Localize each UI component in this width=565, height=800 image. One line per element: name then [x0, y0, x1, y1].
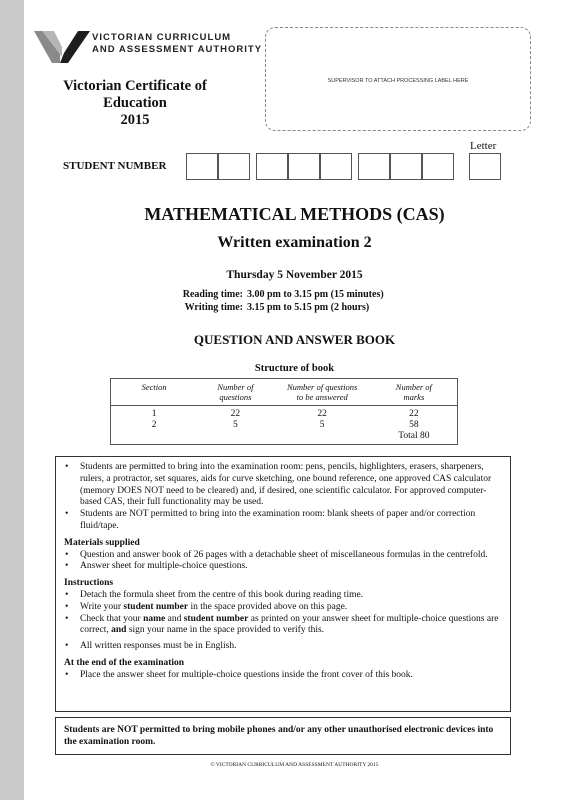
end-of-exam-list: [64, 670, 502, 682]
student-number-box[interactable]: [422, 153, 454, 180]
table-cell: 5: [319, 420, 325, 430]
table-cell: 58: [409, 420, 419, 430]
letter-label: Letter: [470, 140, 497, 152]
writing-time-value: 3.15 pm to 5.15 pm (2 hours): [247, 302, 370, 313]
materials-heading: Materials supplied: [64, 537, 140, 548]
writing-time-label: Writing time:: [184, 302, 243, 313]
list-item: • Place the answer sheet for multiple-choice questions inside the front cover of this book.: [64, 670, 502, 682]
vcaa-logo: [34, 27, 264, 65]
table-cell: 22: [230, 409, 241, 419]
vcaa-logo-text: [92, 32, 262, 56]
book-heading: QUESTION AND ANSWER BOOK: [193, 332, 396, 347]
writing-time-row: [174, 301, 384, 314]
exam-title: MATHEMATICAL METHODS (CAS): [144, 204, 445, 224]
certificate-year: 2015: [120, 112, 150, 128]
list-item: • Write your student number in the space provided above on this page.: [64, 602, 502, 614]
table-cell: 5: [233, 420, 238, 430]
student-number-label: STUDENT NUMBER: [63, 160, 167, 172]
reading-time-row: [174, 288, 384, 301]
student-number-box[interactable]: [186, 153, 218, 180]
student-number-box[interactable]: [390, 153, 422, 180]
instructions-box: [55, 456, 511, 712]
certificate-heading: [30, 78, 240, 129]
table-cell: 22: [317, 409, 327, 419]
student-number-box[interactable]: [256, 153, 288, 180]
list-item: • Answer sheet for multiple-choice questions.: [64, 561, 502, 573]
table-row: [111, 406, 458, 421]
student-number-box[interactable]: [218, 153, 250, 180]
col-header-questions-to-answer: Number of questions to be answered: [274, 379, 371, 406]
materials-list: [64, 550, 502, 574]
col-header-section: Section: [111, 379, 198, 406]
exam-subtitle: Written examination 2: [217, 234, 372, 251]
exam-times: [174, 288, 384, 314]
total-marks: Total 80: [398, 431, 430, 441]
exam-date: Thursday 5 November 2015: [226, 269, 363, 281]
col-header-number-of-marks: Number of marks: [371, 379, 458, 406]
table-row: [111, 420, 458, 431]
list-item: • Students are permitted to bring into the examination room: pens, pencils, highlighters, erasers, sharpeners, rulers, a protractor, set squares, aids for curve sketching, one bound reference, one approved CAS calculator (memory DOES NOT need to be cleared) and, if desired, one scientific calculator. For approved computer-based CAS, their full functionality may be used.: [64, 462, 502, 509]
logo-line-1: VICTORIAN CURRICULUM: [92, 32, 232, 43]
student-number-box[interactable]: [358, 153, 390, 180]
mobile-phone-warning: Students are NOT permitted to bring mobile phones and/or any other unauthorised electronic devices into the examination room.: [55, 717, 511, 755]
vcaa-tick-icon: [34, 27, 90, 65]
grey-margin-strip: [0, 0, 24, 800]
table-cell: 2: [151, 420, 157, 430]
end-of-exam-heading: At the end of the examination: [64, 657, 185, 668]
permitted-items-list: [64, 462, 502, 533]
structure-table: [110, 378, 458, 445]
list-item: • All written responses must be in English.: [64, 641, 502, 653]
processing-label-area: [265, 27, 531, 131]
table-cell: 22: [409, 409, 419, 419]
student-number-box[interactable]: [320, 153, 352, 180]
structure-header-row: [111, 379, 458, 406]
reading-time-label: Reading time:: [182, 289, 243, 300]
reading-time-value: 3.00 pm to 3.15 pm (15 minutes): [247, 289, 384, 300]
list-item: • Question and answer book of 26 pages with a detachable sheet of miscellaneous formulas in the centrefold.: [64, 550, 502, 562]
table-cell: 1: [151, 409, 157, 419]
copyright-footer: © VICTORIAN CURRICULUM AND ASSESSMENT AUTHORITY 2015: [210, 762, 379, 768]
student-number-box[interactable]: [288, 153, 320, 180]
certificate-name: Victorian Certificate of Education: [63, 78, 207, 111]
instructions-heading: Instructions: [64, 578, 114, 589]
list-item: • Students are NOT permitted to bring into the examination room: blank sheets of paper and/or correction fluid/tape.: [64, 509, 502, 533]
letter-box[interactable]: [469, 153, 501, 180]
list-item: • Detach the formula sheet from the centre of this book during reading time.: [64, 590, 502, 602]
col-header-number-of-questions: Number of questions: [197, 379, 273, 406]
logo-line-2: AND ASSESSMENT AUTHORITY: [92, 44, 263, 55]
instructions-list: [64, 590, 502, 653]
processing-label-text: SUPERVISOR TO ATTACH PROCESSING LABEL HERE: [327, 78, 469, 84]
list-item: • Check that your name and student number as printed on your answer sheet for multiple-choice questions are correct, and sign your name in the space provided to verify this.: [64, 614, 502, 638]
structure-title: Structure of book: [254, 363, 335, 374]
table-total-row: [111, 431, 458, 445]
